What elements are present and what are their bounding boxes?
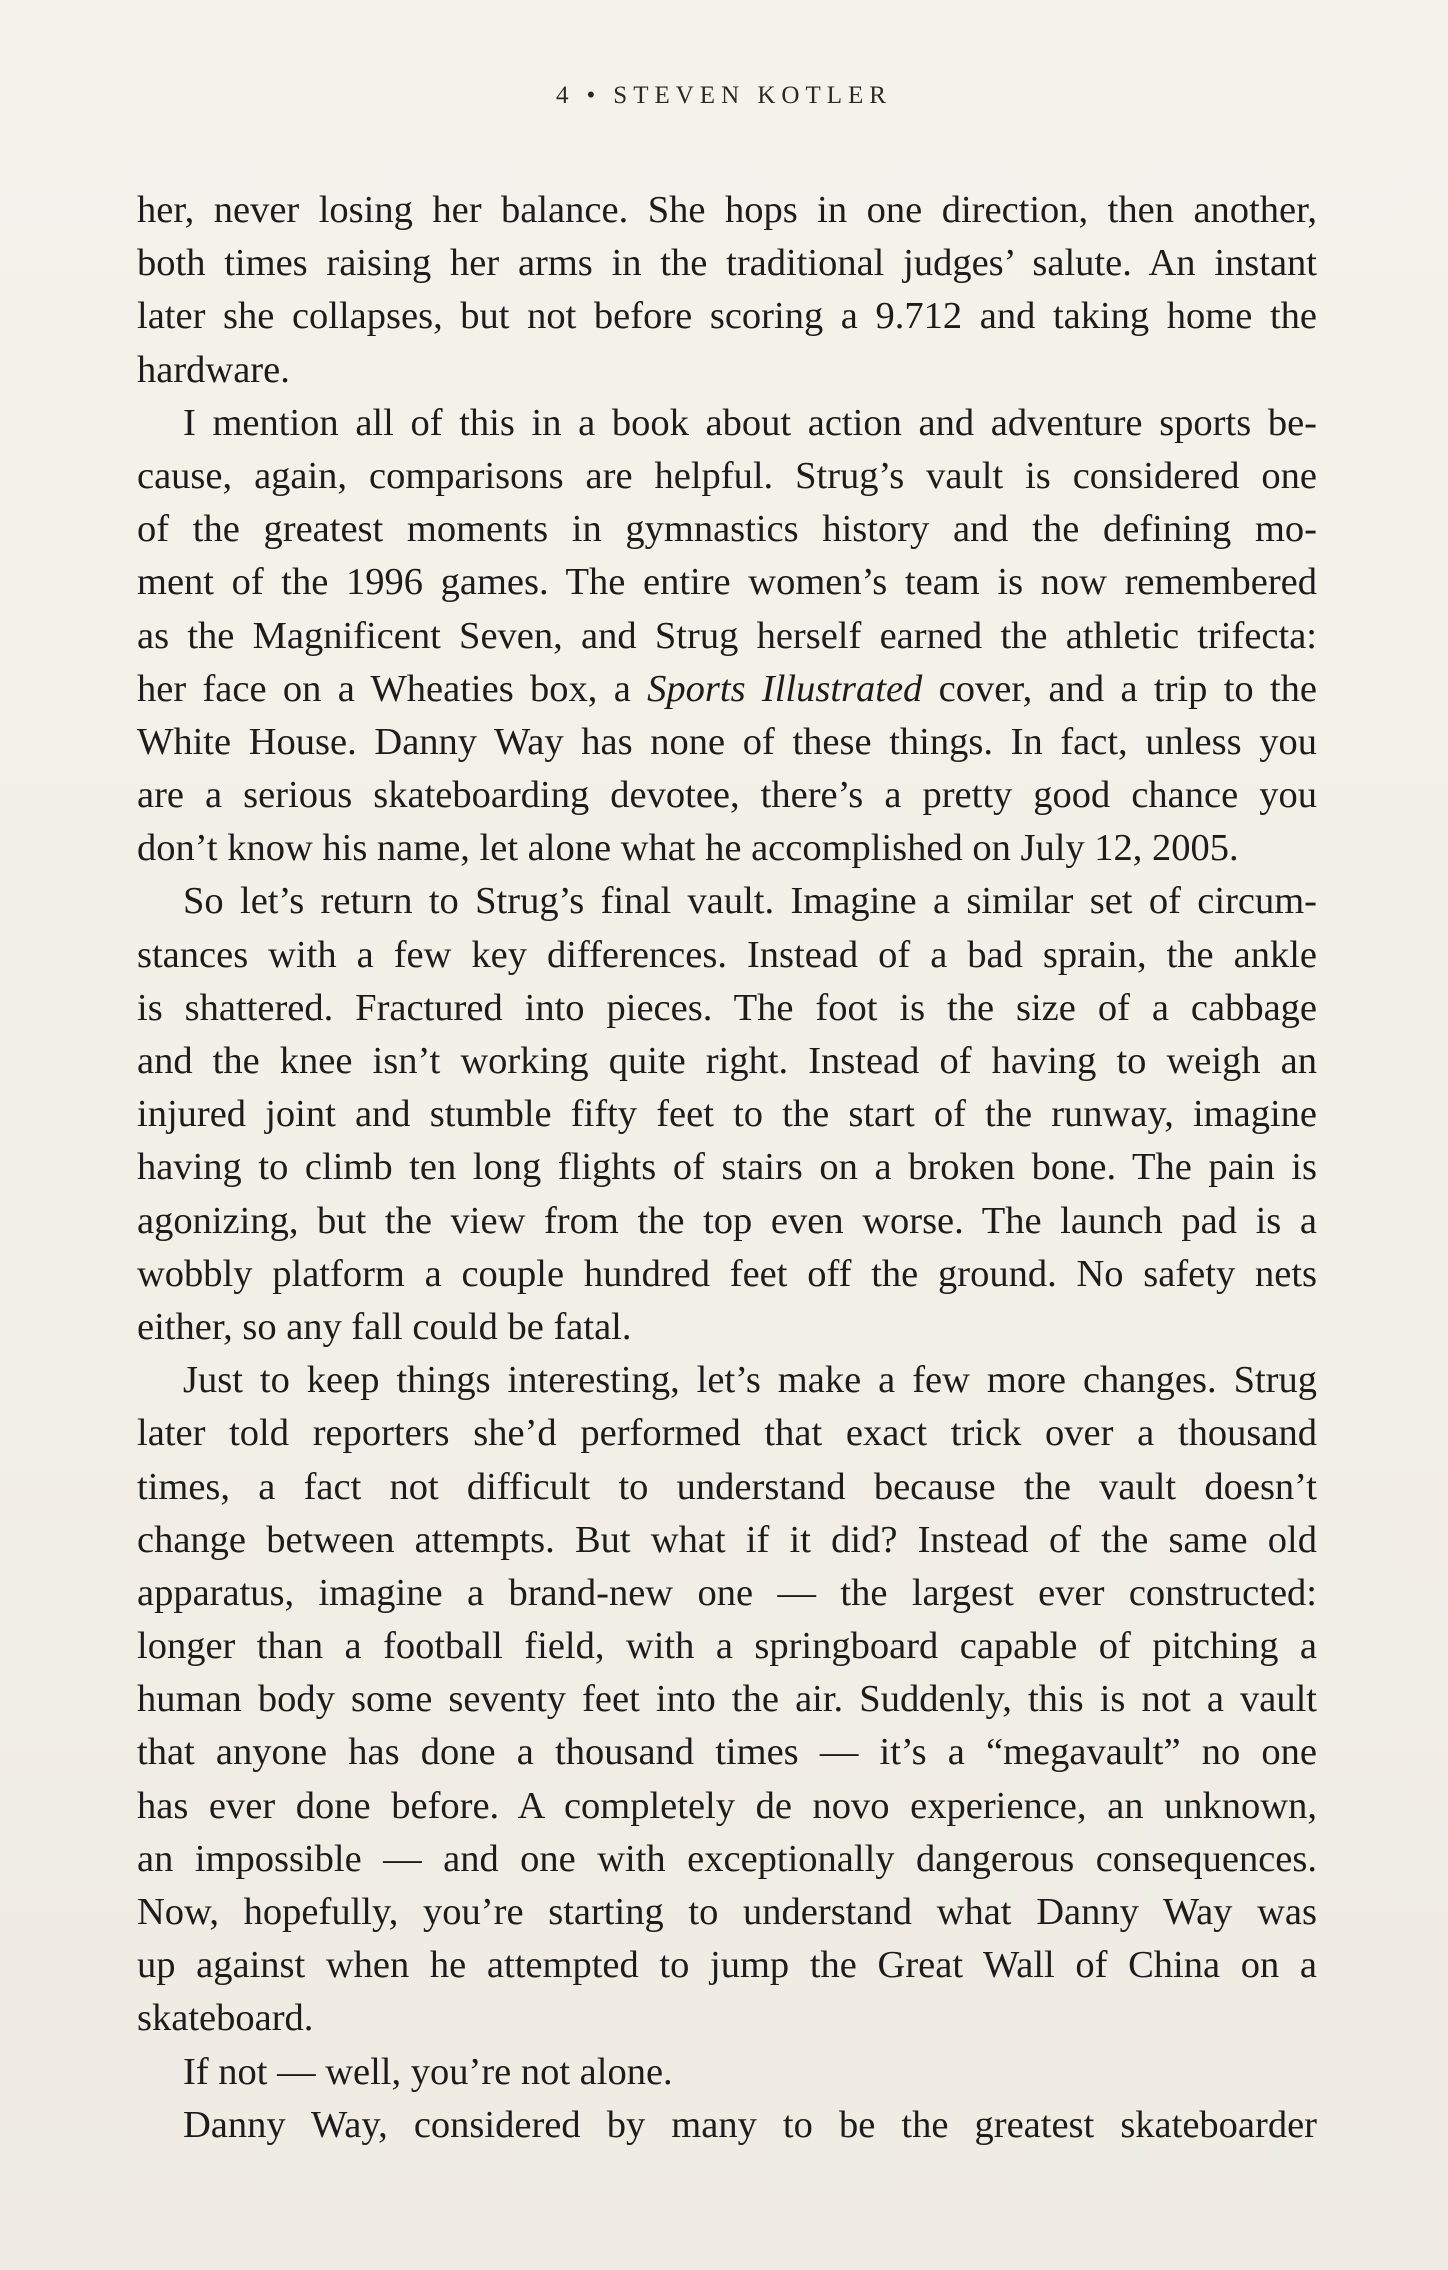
text-line: Danny Way, considered by many to be the greatest skateboarder [183, 2103, 1317, 2146]
header-separator: • [586, 82, 596, 109]
text-line: later she collapses, but not before scoring a 9.712 and taking home the [137, 295, 1317, 338]
text-line: as the Magnificent Seven, and Strug herself earned the athletic trifecta: [137, 614, 1317, 657]
text-line: longer than a football field, with a springboard capable of pitching a [137, 1625, 1317, 1668]
text-line: If not — well, you’re not alone. [183, 2050, 673, 2093]
text-line: don’t know his name, let alone what he accomplished on July 12, 2005. [137, 827, 1239, 870]
text-line: agonizing, but the view from the top even worse. The launch pad is a [137, 1199, 1317, 1242]
text-span: her face on a Wheaties box, a [137, 667, 648, 710]
text-line: both times raising her arms in the traditional judges’ salute. An instant [137, 242, 1317, 285]
text-line: I mention all of this in a book about action and adventure sports be- [183, 401, 1317, 444]
text-line: ment of the 1996 games. The entire women’s team is now remembered [137, 561, 1317, 604]
text-line: cause, again, comparisons are helpful. Strug’s vault is considered one [137, 454, 1317, 497]
text-line: hardware. [137, 348, 290, 391]
text-line: Now, hopefully, you’re starting to understand what Danny Way was [137, 1891, 1317, 1933]
text-line: human body some seventy feet into the air. Suddenly, this is not a vault [137, 1678, 1317, 1721]
text-line: her, never losing her balance. She hops in one direction, then another, [137, 189, 1317, 231]
text-line: up against when he attempted to jump the Great Wall of China on a [137, 1944, 1317, 1987]
text-line: wobbly platform a couple hundred feet off the ground. No safety nets [137, 1252, 1317, 1295]
text-line: apparatus, imagine a brand-new one — the largest ever constructed: [137, 1571, 1317, 1614]
text-line: having to climb ten long flights of stairs on a broken bone. The pain is [137, 1146, 1317, 1189]
running-head [0, 82, 1448, 110]
text-line: either, so any fall could be fatal. [137, 1305, 632, 1348]
text-span: cover, and a trip to the [922, 667, 1318, 710]
author-name: STEVEN KOTLER [613, 82, 892, 109]
text-line-with-italic [137, 663, 1317, 716]
text-line: Just to keep things interesting, let’s make a few more changes. Strug [183, 1359, 1317, 1402]
text-line: stances with a few key differences. Instead of a bad sprain, the ankle [137, 933, 1317, 976]
text-line: an impossible — and one with exceptionally dangerous consequences. [137, 1837, 1317, 1880]
text-line: has ever done before. A completely de novo experience, an unknown, [137, 1784, 1317, 1827]
magazine-title: Sports Illustrated [647, 667, 923, 710]
text-line: times, a fact not difficult to understand because the vault doesn’t [137, 1465, 1317, 1508]
text-line: is shattered. Fractured into pieces. The foot is the size of a cabbage [137, 986, 1317, 1029]
text-line: that anyone has done a thousand times — it’s a “megavault” no one [137, 1731, 1317, 1774]
body-text [137, 184, 1317, 2152]
page-number: 4 [556, 82, 569, 109]
text-line: change between attempts. But what if it did? Instead of the same old [137, 1518, 1317, 1561]
text-line: are a serious skateboarding devotee, there’s a pretty good chance you [137, 774, 1317, 817]
text-line: of the greatest moments in gymnastics history and the defining mo- [137, 508, 1317, 551]
text-line: later told reporters she’d performed that exact trick over a thousand [137, 1412, 1317, 1455]
text-line: White House. Danny Way has none of these things. In fact, unless you [137, 720, 1317, 763]
text-line: So let’s return to Strug’s final vault. Imagine a similar set of circum- [183, 880, 1317, 923]
text-line: skateboard. [137, 1997, 314, 2040]
text-line: injured joint and stumble fifty feet to the start of the runway, imagine [137, 1093, 1317, 1136]
text-line: and the knee isn’t working quite right. Instead of having to weigh an [137, 1040, 1317, 1082]
